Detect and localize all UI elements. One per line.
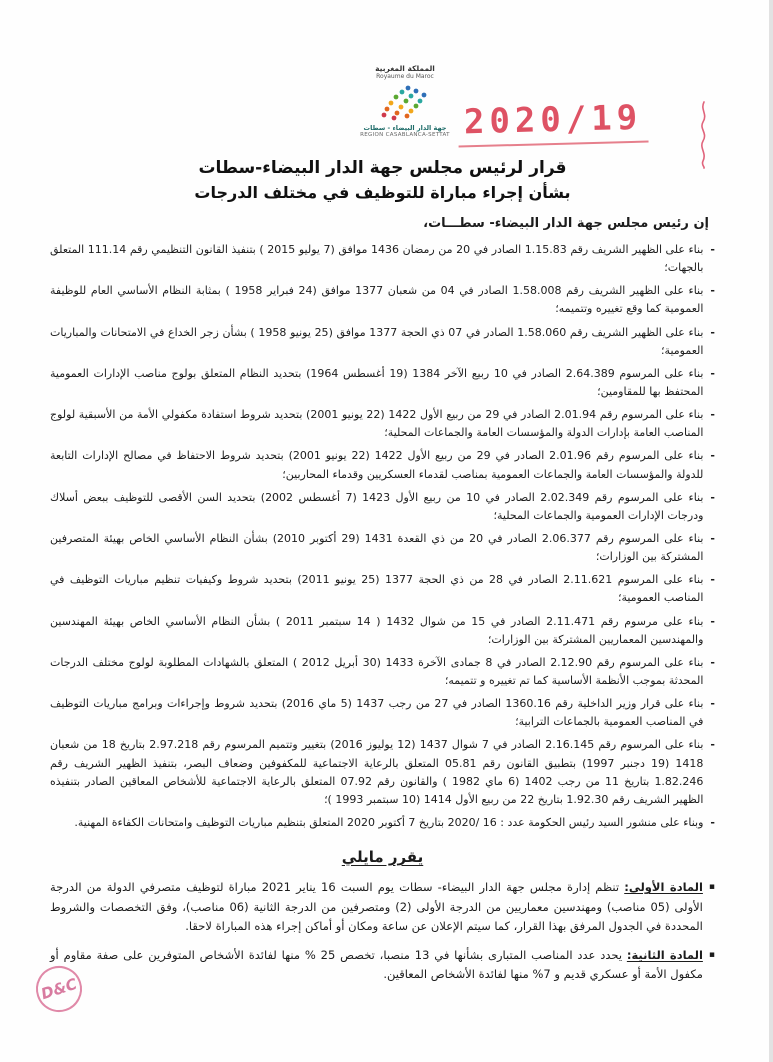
dash-bullet: - xyxy=(710,408,715,422)
preamble-item xyxy=(50,447,715,483)
dash-bullet: - xyxy=(710,243,715,256)
preamble-item xyxy=(50,571,715,607)
dash-bullet: - xyxy=(710,697,715,711)
article-2-label: المادة الثانية: xyxy=(626,947,703,962)
scan-edge-shadow xyxy=(769,0,773,1062)
kingdom-name-fr: Royaume du Maroc xyxy=(376,73,434,81)
preamble-item xyxy=(50,736,715,809)
preamble-text: بناء على المرسوم 2.64.389 الصادر في 10 ربيع الآخر 1384 (19 أغسطس 1964) بتحديد النظام المتعلق بولوج مناصب الإدارات العمومية المحتفظ بها للمقاومين؛ xyxy=(50,366,704,398)
square-bullet: ▪ xyxy=(708,882,715,893)
region-logo-block xyxy=(338,64,472,139)
preamble-item xyxy=(50,530,715,566)
preamble-text: وبناء على منشور السيد رئيس الحكومة عدد : 16 /2020 بتاريخ 7 أكتوبر 2020 المتعلق بتنظيم مباريات التوظيف وامتحانات الكفاءة المهنية. xyxy=(74,815,704,829)
dash-bullet: - xyxy=(710,449,715,463)
dash-bullet: - xyxy=(710,284,715,298)
dash-bullet: - xyxy=(710,614,715,628)
region-name-ar: جهة الدار البيضاء - سطات xyxy=(363,123,447,132)
preamble-item xyxy=(50,282,715,318)
preamble-list xyxy=(50,241,715,832)
region-logo-icon xyxy=(366,82,444,124)
dash-bullet: - xyxy=(710,738,715,752)
preamble-text: بناء على مرسوم رقم 2.11.471 الصادر في 15 من شوال 1432 ( 14 سبتمبر 2011 ) بشأن النظام الأساسي الخاص بهيئة المهندسين والمهندسين المعماريين المشتركة بين الوزارات؛ xyxy=(50,614,704,646)
preamble-item xyxy=(50,324,715,360)
article-1-label: المادة الأولى: xyxy=(624,880,703,895)
decree-subtitle: بشأن إجراء مباراة للتوظيف في مختلف الدرجات xyxy=(194,183,571,202)
preamble-text: بناء على المرسوم رقم 2.06.377 الصادر في 20 من ذي القعدة 1431 (29 أكتوبر 2010) بشأن النظام الأساسي الخاص بهيئة المتصرفين المشتركة بين الوزارات؛ xyxy=(50,531,704,564)
dash-bullet: - xyxy=(710,655,715,669)
preamble-text: بناء على المرسوم رقم 2.16.145 الصادر في 7 شوال 1437 (12 يوليوز 2016) بتغيير وتتميم المرسوم رقم 2.97.218 بتاريخ 18 من شعبان 1418 (19 دجنبر 1997) بتطبيق القانون رقم 05.81 المتعلق بالرعاية الاجتماعية للمكفوفين وضعاف البصر، بتنفيذ الظهير الشريف رقم 1.82.246 بتاريخ 11 من رجب 1402 (6 ماي 1982 ) والقانون رقم 07.92 المتعلق بالرعاية الاجتماعية للأشخاص المعاقين الصادر بتنفيذه الظهير الشريف رقم 1.92.30 بتاريخ 22 من ربيع الأول 1414 (10 سبتمبر 1993 )؛ xyxy=(50,738,704,806)
preamble-text: بناء على الظهير الشريف رقم 1.15.83 الصادر في 20 من رمضان 1436 موافق (7 يوليو 2015 ) بتنفيذ القانون التنظيمي رقم 111.14 المتعلق بالجهات؛ xyxy=(50,243,704,275)
dash-bullet: - xyxy=(710,573,715,587)
preamble-item xyxy=(50,241,715,277)
preamble-item xyxy=(50,613,715,649)
registration-stamp: 2020/19 xyxy=(457,98,648,148)
preamble-text: بناء على المرسوم رقم 2.12.90 الصادر في 8 جمادى الآخرة 1433 (30 أبريل 2012 ) المتعلق بالشهادات المطلوبة لولوج مختلف الدرجات المحدثة بموجب الأنظمة الأساسية كما تم تغييره و تتميمه؛ xyxy=(50,655,704,687)
article-1-text: تنظم إدارة مجلس جهة الدار البيضاء- سطات يوم السبت 16 يناير 2021 مباراة لتوظيف متصرفي الدولة من الدرجة الأولى (05 مناصب) ومهندسين معماريين من الدرجة الأولى (2) ومتصرفين من الدرجة الثانية (06 مناصب)، وفق التخصصات والشروط المحددة في الجدول المرفق بهذا القرار، كما سيتم الإعلان عن ساعة ومكان أو أماكن إجراء هذه المباراة لاحقا. xyxy=(50,880,703,934)
preamble-text: بناء على الظهير الشريف رقم 1.58.008 الصادر في 04 من شعبان 1377 موافق (24 فبراير 1958 ) بمثابة النظام الأساسي العام للوظيفة العمومية كما وقع تغييره وتتميمه؛ xyxy=(50,284,704,316)
decree-title: قرار لرئيس مجلس جهة الدار البيضاء-سطات xyxy=(198,158,567,178)
preamble-text: بناء على قرار وزير الداخلية رقم 1360.16 الصادر في 27 من رجب 1437 (5 ماي 2016) بتحديد شروط وإجراءات وبرامج مباريات التوظيف في المناصب العمومية بالجماعات الترابية؛ xyxy=(50,697,704,729)
preamble-text: بناء على الظهير الشريف رقم 1.58.060 الصادر في 07 ذي الحجة 1377 موافق (25 يونيو 1958 ) بشأن زجر الخداع في الامتحانات والمباريات العمومية؛ xyxy=(50,325,704,357)
article-1 xyxy=(50,878,715,937)
preamble-item xyxy=(50,695,715,731)
preamble-text: بناء على المرسوم 2.11.621 الصادر في 28 من ذي الحجة 1377 (25 يونيو 2011) بتحديد شروط وكيفيات تنظيم مباريات التوظيف في المناصب العمومية؛ xyxy=(50,573,704,605)
articles-section xyxy=(50,878,715,985)
preamble-item xyxy=(50,406,715,442)
preamble-text: بناء على المرسوم رقم 2.01.94 الصادر في 29 من ربيع الأول 1422 (22 يونيو 2001) بتحديد شروط استفادة مكفولي الأمة من الأسبقية لولوج المناصب العامة بإدارات الدولة والمؤسسات العامة والجماعات المحلية؛ xyxy=(50,408,704,440)
corner-ink-stamp: D&C xyxy=(30,960,88,1018)
article-2-text: يحدد عدد المناصب المتبارى بشأنها في 13 منصبا، تخصص 25 % منها لفائدة الأشخاص المتوفرين على صفة مقاوم أو مكفول الأمة أو عسكري قديم و 7% منها لفائدة الأشخاص المعاقين. xyxy=(50,947,703,982)
dash-bullet: - xyxy=(710,815,715,829)
preamble-text: بناء على المرسوم رقم 2.01.96 الصادر في 29 من ربيع الأول 1422 (22 يونيو 2001) بتحديد شروط الاحتفاظ في مصالح الإدارات التابعة للدولة والمؤسسات العامة والجماعات العمومية بمناصب لقدماء العسكريين وقدماء المحاربين؛ xyxy=(50,449,704,481)
article-2 xyxy=(50,946,715,985)
square-bullet: ▪ xyxy=(708,949,715,960)
dash-bullet: - xyxy=(710,325,715,339)
article-2-body xyxy=(50,946,703,985)
article-1-body xyxy=(50,878,703,937)
preamble-item xyxy=(50,365,715,401)
dash-bullet: - xyxy=(710,490,715,504)
decree-content xyxy=(50,158,715,994)
preamble-item xyxy=(50,814,715,832)
dash-bullet: - xyxy=(710,531,715,545)
dash-bullet: - xyxy=(710,366,715,380)
preamble-item xyxy=(50,489,715,525)
opening-line: إن رئيس مجلس جهة الدار البيضاء- سطـــات، xyxy=(423,216,709,231)
preamble-item xyxy=(50,654,715,690)
kingdom-name-ar: المملكة المغربية xyxy=(375,64,435,73)
region-name-fr: REGION CASABLANCA-SETTAT xyxy=(360,132,450,138)
preamble-text: بناء على المرسوم رقم 2.02.349 الصادر في 10 من ربيع الأول 1423 (7 أغسطس 2002) بتحديد السن الأقصى للتوظيف ببعض أسلاك ودرجات الإدارات العمومية والجماعات المحلية؛ xyxy=(50,490,704,522)
decision-heading: يقرر مايلي xyxy=(341,848,424,867)
